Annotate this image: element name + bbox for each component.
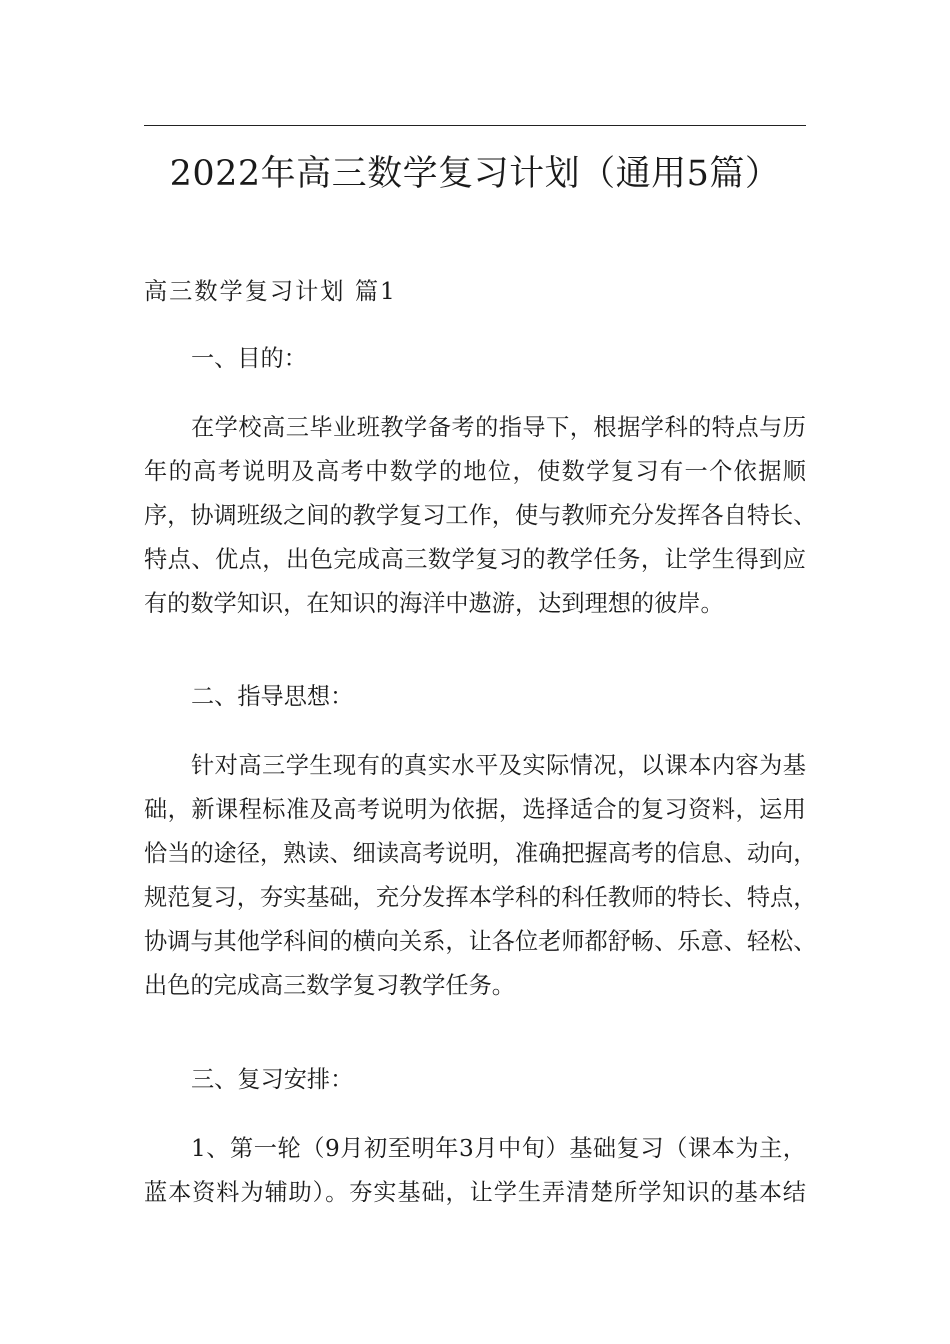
text-line: 有的数学知识，在知识的海洋中遨游，达到理想的彼岸。 bbox=[144, 590, 724, 617]
text-line: 序，协调班级之间的教学复习工作，使与教师充分发挥各自特长、 bbox=[144, 502, 817, 529]
text-line: 础，新课程标准及高考说明为依据，选择适合的复习资料，运用 bbox=[144, 796, 806, 823]
paragraph-review-schedule bbox=[144, 1127, 806, 1215]
subheading-review-schedule: 三、复习安排： bbox=[191, 1066, 354, 1093]
paragraph-guiding-thought bbox=[144, 744, 817, 1008]
text-line: 特点、优点，出色完成高三数学复习的教学任务，让学生得到应 bbox=[144, 546, 806, 573]
document-title: 2022年高三数学复习计划（通用5篇） bbox=[169, 154, 781, 194]
text-line: 协调与其他学科间的横向关系，让各位老师都舒畅、乐意、轻松、 bbox=[144, 928, 817, 955]
text-line: 1、第一轮（9月初至明年3月中旬）基础复习（课本为主， bbox=[191, 1135, 806, 1162]
text-line: 年的高考说明及高考中数学的地位，使数学复习有一个依据顺 bbox=[144, 458, 806, 485]
section-heading: 高三数学复习计划 篇1 bbox=[144, 278, 397, 305]
paragraph-purpose bbox=[144, 406, 817, 626]
text-line: 恰当的途径，熟读、细读高考说明，准确把握高考的信息、动向， bbox=[144, 840, 817, 867]
text-line: 出色的完成高三数学复习教学任务。 bbox=[144, 972, 515, 999]
subheading-guiding-thought: 二、指导思想： bbox=[191, 683, 354, 710]
text-line: 在学校高三毕业班教学备考的指导下，根据学科的特点与历 bbox=[191, 414, 806, 441]
header-rule bbox=[144, 125, 806, 126]
text-line: 规范复习，夯实基础，充分发挥本学科的科任教师的特长、特点， bbox=[144, 884, 817, 911]
subheading-purpose: 一、目的： bbox=[191, 345, 307, 372]
text-line: 蓝本资料为辅助）。夯实基础，让学生弄清楚所学知识的基本结 bbox=[144, 1179, 806, 1206]
text-line: 针对高三学生现有的真实水平及实际情况，以课本内容为基 bbox=[191, 752, 806, 779]
